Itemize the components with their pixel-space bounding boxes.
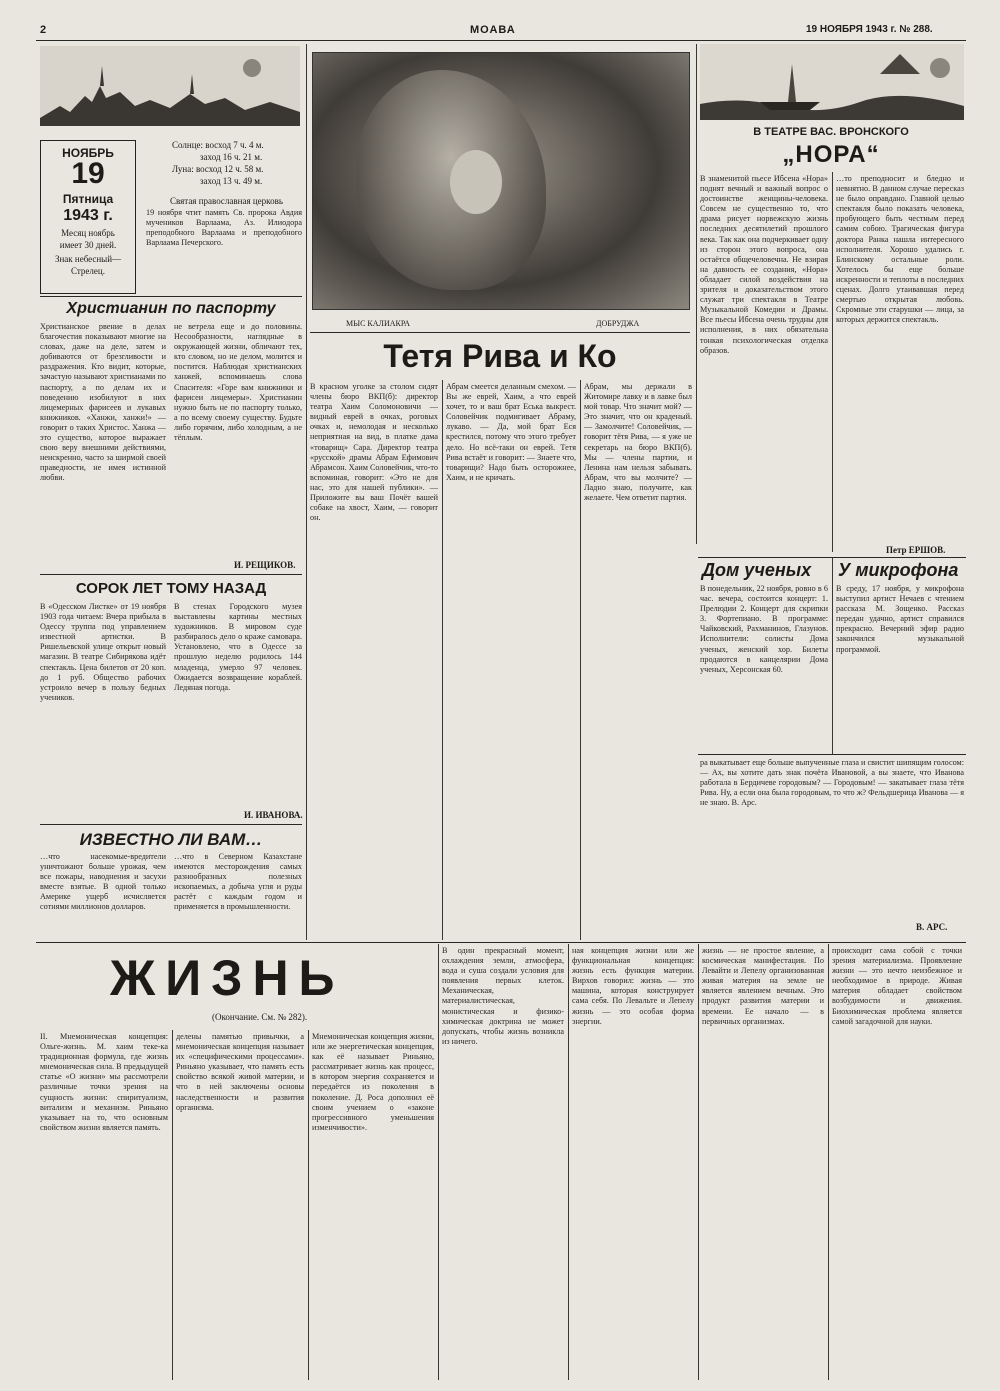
forty-title: СОРОК ЛЕТ ТОМУ НАЗАД bbox=[75, 580, 267, 597]
christian-title: Христианин по паспорту bbox=[66, 300, 276, 317]
life-rule5 bbox=[698, 944, 699, 1380]
rule-photo bbox=[310, 332, 690, 333]
rule-forty bbox=[40, 574, 302, 575]
photo-caption-right: ДОБРУДЖА bbox=[596, 319, 640, 328]
riva-col2: Абрам смеется деланным смехом. — Вы же еврей, Хаим, а что еврей хочет, то и ваш брат Еська выкрест. Соловейчик подмигивает Абраму, лукаво. — Да, мой брат Еся крестился, потому что этого требует дело. Но всё-таки он еврей. Тетя Рива встаёт и говорит: — Знаете что, товарищи? Надо быть осторожнее, Хаим, и не кричать. bbox=[446, 382, 576, 482]
rule-life bbox=[36, 942, 966, 943]
theatre-signature: Петр ЕРШОВ. bbox=[886, 545, 946, 555]
sun-set: заход 16 ч. 21 м. bbox=[200, 152, 263, 162]
known-col2: …что в Северном Казахстане имеются месторождения самых разнообразных полезных ископаемых, а добыча угля и руды растёт с каждым годом и применяется в промышленности. bbox=[174, 852, 302, 912]
riva-col1: В красном уголке за столом сидят члены бюро ВКП(б): директор театра Хаим Соломоновичи — видный еврей в очках, роговых очках и, немолодая и несколько неприятная на вид, в платке дама «товарищ» Сара. Директор театра «русской» драмы Абрам Ефимович Абрамсон. Хаим Соловейчик, что-то вспоминая, говорит: «Это не для нас, это для нашей публики». — Приложите вы ваш Почёт вашей собаке на хвост, Хаим, — говорит он. bbox=[310, 382, 438, 523]
life-col4: В один прекрасный момент, охлаждения земли, атмосфера, вода и суша создали условия для появления первых клеток. Механическая, материалистическая, монистическая и физико-химическая доктрина не может допускать, чтобы жизнь возникла из ничего. bbox=[442, 946, 564, 1046]
calendar-line2: имеет 30 дней. bbox=[59, 240, 117, 250]
life-col6: жизнь — не простое явление, а космическая манифестация. По Левайти и Лепелу организованная живая материя на земле не является явлением вечным. Это продукт развития материи и времени. Ее начало — в первичных организмах. bbox=[702, 946, 824, 1026]
forty-col1: В «Одесском Листке» от 19 ноября 1903 года читаем: Вчера прибыла в Одессу труппа под управлением известной артистки. В Ришельевской улице открыт новый магазин. В театре Сибирякова идёт спектакль. Цена билетов от 20 коп. до 1 руб. Общество рабочих устроило вечер в пользу бедных учеников. bbox=[40, 602, 166, 702]
photo-caption-left: МЫС КАЛИАКРА bbox=[346, 319, 411, 328]
col-rule-left bbox=[306, 44, 307, 940]
rule-christian bbox=[40, 296, 302, 297]
moon-set: заход 13 ч. 49 м. bbox=[200, 176, 263, 186]
col-rule-right bbox=[696, 44, 697, 544]
calendar-line3: Знак небесный— bbox=[54, 254, 122, 264]
rule-known bbox=[40, 824, 302, 825]
life-col5: ная концепция жизни или же функциональная концепция: жизнь есть функция материи. Вирхов говорил: жизнь — это машина, которая конструирует сама себя. По Левальте и Лепелу жизнь — это особая форма энергии. bbox=[572, 946, 694, 1026]
calendar-day: 19 bbox=[71, 157, 105, 190]
life-rule1 bbox=[172, 1030, 173, 1380]
life-sub: (Окончание. См. № 282). bbox=[212, 1012, 308, 1022]
life-col2: делены памятью привычки, а мнемоническая концепция называет их «специфическими процессами». Риньяно указывает, что память есть свойство всякой живой материи, и что в ней заключены основы наследственности и развития организма. bbox=[176, 1032, 304, 1112]
life-rule2 bbox=[308, 1030, 309, 1380]
christian-col1: Христианское рвение в делах благочестия показывают многие на словах, даже на деле, затем и добиваются от брезгливости и раздражения. Кто видит, которые, зачастую называют христианами по паспорту, а по делам их и поведению изобилуют в них лицемерных фарисеев и лукавых книжников. «Ханжи, ханжи!» — говорит о таких Христос. Ханжа — это существо, которое выражает свою веру внешними действиями, неискренно, часто за ширмой своей праведности, не имея истинной любви. bbox=[40, 322, 166, 483]
paper-name: МОАВА bbox=[470, 24, 516, 36]
sun-rise: Солнце: восход 7 ч. 4 м. bbox=[172, 140, 264, 150]
riva-title: Тетя Рива и Ко bbox=[383, 338, 617, 374]
christian-col2: не ветрела еще и до половины. Несообразности, наглядные в окружающей жизни, обличают тех, кто словом, но не делом, молится и постится. Наблюдая христианских ханжей, вспоминаешь слова Спасителя: «Горе вам книжники и фарисеи лицемеры». Христианин нужно быть не по паспорту только, а по всему своему существу. Будьте либо горячим, либо холодным, а не тёплым. bbox=[174, 322, 302, 443]
life-title: ЖИЗНЬ bbox=[110, 950, 345, 1006]
theatre-rule bbox=[832, 172, 833, 552]
calendar-line1: Месяц ноябрь bbox=[61, 228, 115, 238]
radio-text: В среду, 17 ноября, у микрофона выступил артист Нечаев с чтением рассказа М. Зощенко. Рассказ передан удачно, артист справился прекрасно. Вечерний эфир радио закончился музыкальной программой. bbox=[836, 584, 964, 654]
riva-col3: Абрам, мы держали в Житомире лавку и в лавке был мой товар. Что значит мой? — Это значит, что он краденый. — Замолчите! Соловейчик, — говорит тётя Рива, — я уже не секретарь на бюро ВКП(б). Мы — члены партии, и Ленина нам нельзя забывать. Абрам, что вы молчите? — Ладно знаю, получите, как желаете. Чем ответит партия. bbox=[584, 382, 692, 503]
riva-rule1 bbox=[442, 380, 443, 940]
issue-date: 19 НОЯБРЯ 1943 г. № 288. bbox=[806, 24, 933, 35]
scholars-rule bbox=[832, 558, 833, 754]
scholars-title: Дом ученых bbox=[702, 560, 812, 580]
theatre-kicker: В ТЕАТРЕ ВАС. ВРОНСКОГО bbox=[753, 126, 909, 138]
masthead-rule bbox=[36, 40, 966, 41]
calendar-weekday: Пятница bbox=[62, 192, 114, 206]
life-rule3 bbox=[438, 944, 439, 1380]
riva-signature: В. АРС. bbox=[916, 922, 948, 932]
riva-col4: ра выкатывает еще больше выпученные глаза и свистит шипящим голосом: — Ах, вы хотите дать знак почёта Ивановой, а вы знаете, что Иванова работала в Бердичеве городовым? — Городовым! — закатывает глаза тётя Рива. Ну, а если она была городовым, то что ж? Фельдшерица Иванова — я не знаю. В. Арс. bbox=[700, 758, 964, 808]
church-text: 19 ноября чтит память Св. пророка Авдия мучеников Варлаама, Аз. Илиодора преподобного Варлаама и преподобного Варлаама Печерского. bbox=[146, 208, 302, 248]
known-title: ИЗВЕСТНО ЛИ ВАМ… bbox=[79, 830, 263, 849]
christian-signature: И. РЕЩИКОВ. bbox=[234, 560, 296, 570]
calendar-month: НОЯБРЬ bbox=[62, 146, 114, 160]
forty-signature: И. ИВАНОВА. bbox=[244, 810, 303, 820]
calendar-year: 1943 г. bbox=[63, 207, 113, 224]
moon-rise: Луна: восход 12 ч. 58 м. bbox=[172, 164, 264, 174]
theatre-title: „НОРА“ bbox=[782, 141, 880, 168]
theatre-col2: …то преподносит и бледно и невнятно. В данном случае пересказ не было оправдано. Главной целью спектакля было показать человека, пробующего быть честным перед самим собою. Трагическая фигура доктора Ранка нашла интересного исполнителя. Хорошо удались г. Блинскому остальные роли. Хотелось бы еще больше искренности и теплоты в последних сценах. Долго утаивавшая перед смертью открытая любовь. Скромные эти старушки — лица, за которых держится спектакль. bbox=[836, 174, 964, 325]
life-col3: Мнемоническая концепция жизни, или же энергетическая концепция, как её называет Риньяно, рассматривает жизнь как процесс, в котором энергия сохраняется и передаётся из поколения в поколение. Д. Роса дополнил её своим учением о «законе прогрессивного уменьшения изменчивости». bbox=[312, 1032, 434, 1132]
theatre-col1: В знаменитой пьесе Ибсена «Нора» поднят вечный и важный вопрос о достоинстве женщины-человека. Совсем не существенно то, что драма рисует норвежскую жизнь последних десятилетий прошлого века. Так как она подчеркивает одну из сторон этого вопроса, она остаётся общечеловечна. Не взирая на давность ее создания, «Нора» обладает силой воздействия на зрителя и доказательством этого служат три спектакля в Театре Музыкальной Комедии и Драмы. Все пьесы Ибсена очень трудны для исполнения, в них обязательна тонкая психологическая отделка образов. bbox=[700, 174, 828, 355]
church-title: Святая православная церковь bbox=[170, 196, 283, 206]
life-rule4 bbox=[568, 944, 569, 1380]
forty-col2: В стенах Городского музея выставлены картины местных художников. В мировом суде разбиралось дело о краже самовара. Установлено, что в Одессе за прошлую неделю родилось 144 младенца, умерло 97 человек. Ожидается возвращение кораблей. Ледяная погода. bbox=[174, 602, 302, 692]
life-rule6 bbox=[828, 944, 829, 1380]
known-col1: …что насекомые-вредители уничтожают больше урожая, чем все пожары, наводнения и засухи вместе взятые. В одной только Америке ущерб исчисляется сотнями миллионов долларов. bbox=[40, 852, 166, 912]
life-col1: II. Мнемоническая концепция: Ольге-жизнь. М. хаим теке-ка традиционная формула, где жизнь мнемоническая сила. В предыдущей статье «О жизни» мы рассмотрели различные точки зрения на сущность жизни: спиритуализм, витализм и механизм. Риньяно указывает на то, что основным свойством жизни является память. bbox=[40, 1032, 168, 1132]
calendar-line4: Стрелец. bbox=[71, 266, 105, 276]
life-col7: происходит сама собой с точки зрения материализма. Проявление жизни — это нечто неизбежное и необходимое в природе. Живая материя обладает свойством возбудимости и движения. Биохимическая проблема является самой загадочной для науки. bbox=[832, 946, 962, 1026]
city-illustration bbox=[40, 46, 300, 126]
ship-illustration bbox=[700, 44, 964, 120]
page-number: 2 bbox=[40, 24, 47, 36]
radio-title: У микрофона bbox=[838, 560, 959, 580]
riva-rule2 bbox=[580, 380, 581, 940]
scholars-text: В понедельник, 22 ноября, ровно в 6 час. вечера, состоится концерт: 1. Прелюдии 2. Концерт для скрипки 3. Фортепиано. В программе: Чайковский, Рахманинов, Глазунов. Исполнители: солисты Дома ученых, женский хор. Билеты продаются в канцелярии Дома ученых, Херсонская 60. bbox=[700, 584, 828, 674]
arch-opening bbox=[450, 150, 502, 214]
rule-riva-cont bbox=[698, 754, 966, 755]
